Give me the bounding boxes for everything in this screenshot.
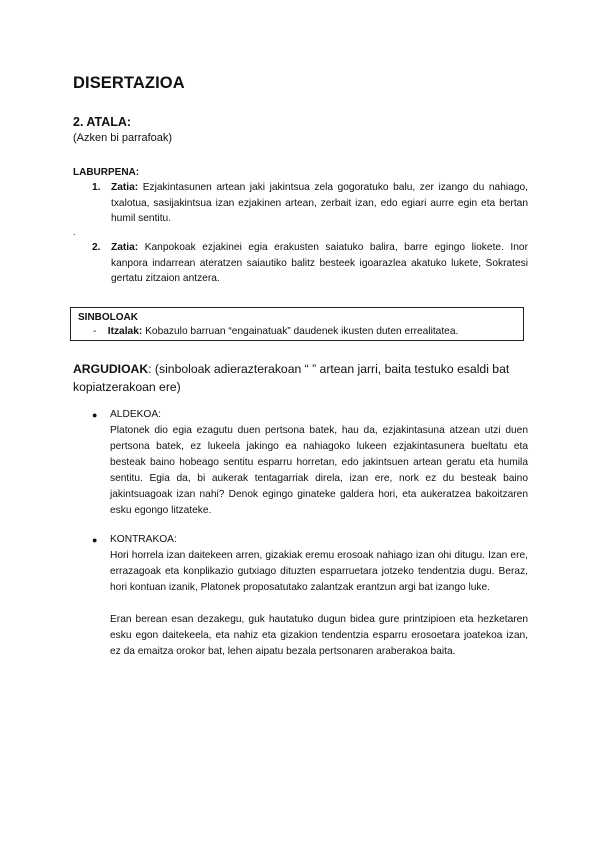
item-body: Kanpokoak ezjakinei egia erakusten saiatuko balira, barre egingo liokete. Inor kanpora indarrean ateratzen saiautiko balitz besteek igoarazlea akatuko lukete, Sokratesi gertatu zitzaion antzera. xyxy=(111,242,528,284)
summary-item-1 xyxy=(92,180,528,227)
summary-item-text xyxy=(111,180,528,227)
item-body: Ezjakintasunen artean jaki jakintsua zela gogoratuko balu, zer izango du nahiago, txalotua, sasijakintsua izan ezjakinen artean, zerbait izan, edo egiari aurre egin eta bertan humil sentitu. xyxy=(111,182,528,224)
summary-heading: LABURPENA: xyxy=(73,167,140,178)
argument-con xyxy=(110,532,528,660)
stray-mark: . xyxy=(73,227,76,237)
argument-pro xyxy=(110,407,528,519)
bullet-icon: ● xyxy=(92,535,98,545)
summary-item-2 xyxy=(92,240,528,287)
list-number: 2. xyxy=(92,242,101,253)
section-subtitle: (Azken bi parrafoak) xyxy=(73,132,173,144)
arguments-heading: ARGUDIOAK xyxy=(73,362,149,376)
argument-paragraph: Hori horrela izan daitekeen arren, gizakiak eremu erosoak nahiago izan ohi ditugu. Izan ere, errazagoak eta konplikazio gutxiago dituzten esparruetara jotzeko tendentzia dugu. Beraz, hori kontuan izanik, Platonek proposatutako zalantzak erantzun argi bat izango luke. xyxy=(110,550,528,593)
argument-heading: KONTRAKOA: xyxy=(110,534,177,545)
symbols-heading: SINBOLOAK xyxy=(78,312,138,323)
bullet-icon: ● xyxy=(92,410,98,420)
dash-bullet: - xyxy=(93,326,97,337)
symbols-item xyxy=(93,326,458,337)
section-heading: 2. ATALA: xyxy=(73,115,132,129)
item-label: Zatia: xyxy=(111,182,139,193)
document-title: DISERTAZIOA xyxy=(73,74,185,92)
argument-heading: ALDEKOA: xyxy=(110,409,161,420)
item-label: Zatia: xyxy=(111,242,139,253)
arguments-instruction: : (sinboloak adierazterakoan “ ” artean jarri, baita testuko esaldi bat kopiatzerakoan ere) xyxy=(73,362,510,394)
summary-item-text xyxy=(111,240,528,287)
argument-paragraph: Platonek dio egia ezagutu duen pertsona batek, hau da, ezjakintasuna atzean utzi duen pertsona batek, ez lukeela jakingo ea nahiagoko lukeen ezjakintasunera bueltatu eta besteak baino hobeago sentitu esparru horretan, edo jakintsuen artean geratu eta humila sentitu. Egia da, bi aukerak tentagarriak direla, izan ere, nork ez du besteak baino jakintsuagoak izan nahi? Denok egingo ginateke galdera hori, eta aukeratzea bakoitzaren esku egongo litzateke. xyxy=(110,425,528,516)
list-number: 1. xyxy=(92,182,101,193)
symbols-label: Itzalak: xyxy=(107,326,143,337)
symbols-box xyxy=(70,307,524,341)
argument-paragraph: Eran berean esan dezakegu, guk hautatuko dugun bidea gure printzipioen eta hezketaren esku egon daitekeela, eta nahiz eta gizakion tendentzia esparru erosoetara joatekoa izan, ez da emaitza orokor bat, lehen aipatu bezala pertsonaren araberakoa baita. xyxy=(110,614,528,657)
arguments-intro xyxy=(73,361,523,396)
symbols-text: Kobazulo barruan “engainatuak” daudenek ikusten duten errealitatea. xyxy=(145,326,459,337)
